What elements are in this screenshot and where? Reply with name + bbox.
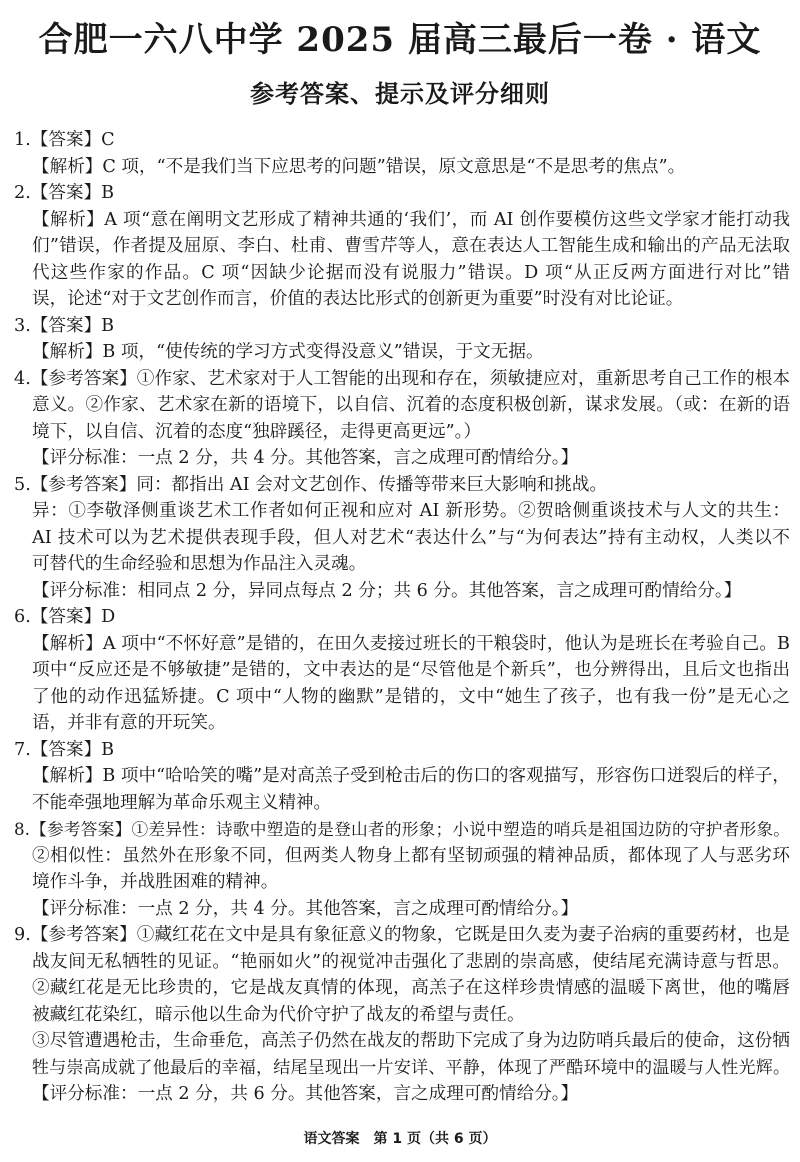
- q5-answer-line: 可替代的生命经验和思想为作品注入灵魂。: [32, 554, 367, 574]
- q2-analysis-line: 误，论述“对于文艺创作而言，价值的表达比形式的创新更为重要”时没有对比论证。: [32, 289, 684, 309]
- q1-analysis: 【解析】C 项，“不是我们当下应思考的问题”错误，原文意思是“不是思考的焦点”。: [32, 156, 686, 177]
- q8-scoring: 【评分标准：一点 2 分，共 4 分。其他答案，言之成理可酌情给分。】: [32, 898, 579, 919]
- q2-analysis-line: 【解析】A 项“意在阐明文艺形成了精神共通的‘我们’，而 AI 创作要模仿这些文学家才能打动我: [32, 209, 790, 230]
- q9-answer-line: 战友间无私牺牲的见证。“艳丽如火”的视觉冲击强化了悲剧的崇高感，使结尾充满诗意与哲思。: [32, 951, 790, 972]
- q6-analysis-line: 了他的动作迅猛矫捷。C 项中“人物的幽默”是错的，文中“她生了孩子，也有我一份”是无心之: [32, 686, 790, 707]
- q1-answer: 1.【答案】C: [14, 130, 115, 150]
- q3-answer: 3.【答案】B: [14, 315, 115, 336]
- page-footer: 语文答案 第 1 页（共 6 页）: [303, 1131, 497, 1147]
- q6-analysis-line: 项中“反应还是不够敏捷”是错的，文中表达的是“尽管他是个新兵”，也分辨得出，且后文也指出: [32, 660, 790, 680]
- q9-answer-line: 被藏红花染红，暗示他以生命为代价守护了战友的希望与责任。: [32, 1004, 525, 1025]
- q9-answer-line: ③尽管遭遇枪击，生命垂危，高羔子仍然在战友的帮助下完成了身为边防哨兵最后的使命，这份牺: [32, 1031, 790, 1051]
- q2-analysis-line: 们”错误，作者提及屈原、李白、杜甫、曹雪芹等人，意在表达人工智能生成和输出的产品无法取: [32, 236, 790, 256]
- q9-scoring: 【评分标准：一点 2 分，共 6 分。其他答案，言之成理可酌情给分。】: [32, 1084, 579, 1104]
- q6-analysis-line: 语，并非有意的开玩笑。: [32, 713, 226, 733]
- q2-analysis-line: 代这些作家的作品。C 项“因缺少论据而没有说服力”错误。D 项“从正反两方面进行对比”错: [32, 262, 790, 283]
- answer-content: [14, 127, 790, 1108]
- q7-analysis-line: 不能牵强地理解为革命乐观主义精神。: [32, 792, 332, 813]
- q5-answer-line: 异：①李敬泽侧重谈艺术工作者如何正视和应对 AI 新形势。②贺晗侧重谈技术与人文的共生：: [32, 501, 790, 521]
- q9-answer-line: ②藏红花是无比珍贵的，它是战友真情的体现，高羔子在这样珍贵情感的温暖下离世，他的嘴唇: [32, 978, 790, 998]
- q7-answer: 7.【答案】B: [14, 739, 115, 760]
- q9-answer-line: 9.【参考答案】①藏红花在文中是具有象征意义的物象，它既是田久麦为妻子治病的重要药材，也是: [14, 925, 790, 945]
- q8-answer-line: 8.【参考答案】①差异性：诗歌中塑造的是登山者的形象；小说中塑造的哨兵是祖国边防的守护者形象。: [14, 819, 790, 839]
- q5-answer-line: AI 技术可以为艺术提供表现手段，但人对艺术“表达什么”与“为何表达”持有主动权，人类以不: [32, 527, 790, 548]
- page-subtitle: 参考答案、提示及评分细则: [250, 80, 550, 108]
- q4-scoring: 【评分标准：一点 2 分，共 4 分。其他答案，言之成理可酌情给分。】: [32, 448, 579, 468]
- q4-answer-line: 意义。②作家、艺术家在新的语境下，以自信、沉着的态度积极创新，谋求发展。（或：在新的语: [32, 395, 790, 415]
- q4-answer-line: 4.【参考答案】①作家、艺术家对于人工智能的出现和存在，须敏捷应对，重新思考自己工作的根本: [14, 368, 790, 389]
- q6-analysis-line: 【解析】A 项中“不怀好意”是错的，在田久麦接过班长的干粮袋时，他认为是班长在考验自己。B: [32, 633, 790, 654]
- q3-analysis: 【解析】B 项，“使传统的学习方式变得没意义”错误，于文无据。: [32, 342, 544, 362]
- q2-answer: 2.【答案】B: [14, 183, 115, 203]
- q8-answer-line: 境作斗争，并战胜困难的精神。: [32, 872, 279, 892]
- page-title: 合肥一六八中学 2025 届高三最后一卷 · 语文: [38, 20, 762, 60]
- q8-answer-line: ②相似性：虽然外在形象不同，但两类人物身上都有坚韧顽强的精神品质，都体现了人与恶劣环: [32, 845, 790, 866]
- q7-analysis-line: 【解析】B 项中“哈哈笑的嘴”是对高羔子受到枪击后的伤口的客观描写，形容伤口迸裂后的样子，: [32, 766, 790, 786]
- q4-answer-line: 境下，以自信、沉着的态度“独辟蹊径，走得更高更远”。）: [32, 421, 482, 442]
- q5-scoring: 【评分标准：相同点 2 分，异同点每点 2 分；共 6 分。其他答案，言之成理可酌情给分。】: [32, 580, 742, 601]
- q6-answer: 6.【答案】D: [14, 607, 116, 627]
- q5-answer-line: 5.【参考答案】同：都指出 AI 会对文艺创作、传播等带来巨大影响和挑战。: [14, 474, 608, 495]
- q9-answer-line: 牲与崇高成就了他最后的幸福，结尾呈现出一片安详、平静，体现了严酷环境中的温暖与人性光辉。: [32, 1057, 790, 1078]
